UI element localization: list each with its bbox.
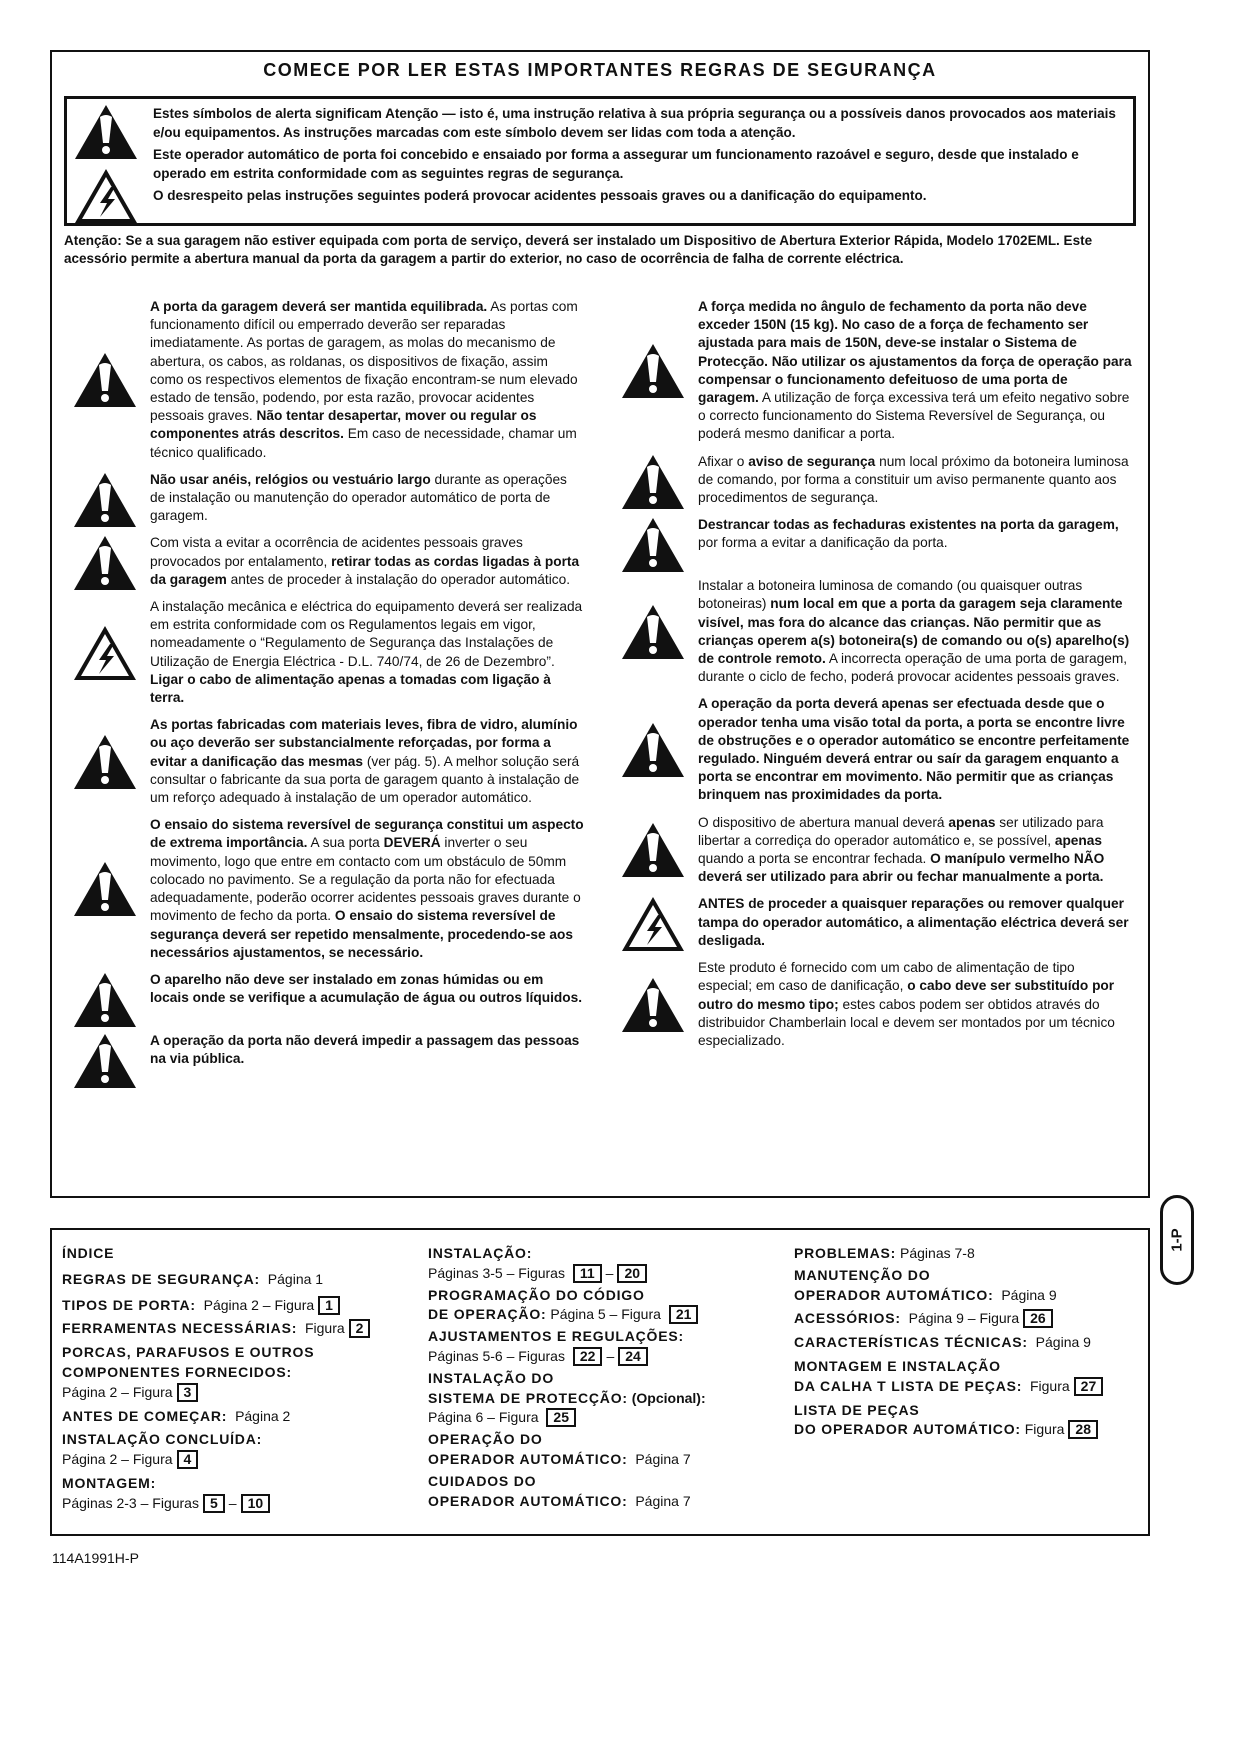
- safety-rule: [64, 971, 584, 1023]
- rule-text: Instalar a botoneira luminosa de comando (ou quaisquer outras botoneiras): [698, 578, 1083, 612]
- electric-warning-icon: [620, 895, 690, 955]
- safety-rule: [612, 959, 1132, 1050]
- warning-icon: [620, 516, 690, 576]
- safety-rule: [64, 1032, 584, 1084]
- figure-box: 24: [618, 1347, 648, 1366]
- rule-text: A sua porta: [307, 835, 384, 851]
- rule-text: Com vista a evitar a ocorrência de acidentes pessoais graves provocados por entalamento,: [150, 535, 523, 569]
- safety-rule: [612, 516, 1132, 568]
- toc-tipos: TIPOS DE PORTA:: [62, 1296, 196, 1313]
- rule-bold-text: aviso de segurança: [748, 453, 876, 469]
- warning-icon: [620, 821, 690, 881]
- rule-bold-text: retirar todas as cordas ligadas à porta da garagem: [150, 553, 580, 587]
- service-door-note: Atenção: Se a sua garagem não estiver equipada com porta de serviço, deverá ser instalado um Dispositivo de Abertura Exterior Rápida, Modelo 1702EML. Este acessório permite a abertura manual da porta da garagem a partir do exterior, no caso de ocorrência de falha de corrente eléctrica.: [64, 233, 1093, 266]
- figure-box: 11: [573, 1264, 602, 1283]
- rule-text: O dispositivo de abertura manual deverá: [698, 814, 949, 830]
- rule-bold-text: O ensaio do sistema reversível de segurança deverá ser repetido mensalmente, procedendo-se aos necessários ajustamentos, se necessário.: [150, 908, 573, 960]
- rule-bold-text: num local em que a porta da garagem seja claramente visível, mas fora do alcance das crianças. Não permitir que as crianças operem a(s) botoneira(s) de comando ou o(s) aparelho(s) de controle remoto.: [698, 596, 1130, 667]
- figure-box: 21: [669, 1305, 699, 1324]
- rule-bold-text: O ensaio do sistema reversível de segurança constitui um aspecto de extrema importância.: [150, 817, 584, 851]
- rule-bold-text: DEVERÁ: [383, 835, 441, 851]
- warning-icon: [620, 721, 690, 781]
- figure-box: 26: [1023, 1309, 1053, 1328]
- rule-bold-text: Não usar anéis, relógios ou vestuário largo: [150, 471, 431, 487]
- toc-manutencao: MANUTENÇÃO DO: [794, 1266, 931, 1283]
- page-number-tab: [1160, 1195, 1194, 1285]
- toc-protecao-2: SISTEMA DE PROTECÇÃO:: [428, 1389, 628, 1406]
- toc-operacao-2: OPERADOR AUTOMÁTICO:: [428, 1450, 628, 1467]
- figure-box: 3: [177, 1383, 199, 1402]
- toc-page: Página 2 – Figura: [62, 1383, 173, 1400]
- warning-icon: [620, 976, 690, 1036]
- toc-ajustamentos: AJUSTAMENTOS E REGULAÇÕES:: [428, 1328, 684, 1345]
- toc-page: Página 2 – Figura: [203, 1296, 315, 1313]
- rule-text: inverter o seu movimento, logo que entre em contacto com um obstáculo de 50mm colocado no pavimento. Se a regulação da porta não for efectuada adequadamente, poderão ocorrer acidentes pessoais graves durante o movimento de fecho da porta.: [150, 835, 581, 924]
- safety-rules-frame: [50, 50, 1150, 1198]
- toc-page: Páginas 3-5 – Figuras: [428, 1264, 565, 1281]
- warning-icon: [620, 342, 690, 402]
- toc-page: Página 9: [1001, 1286, 1057, 1303]
- safety-rule: [64, 816, 584, 962]
- rule-text: Em caso de necessidade, chamar um técnico qualificado.: [150, 426, 577, 460]
- electric-warning-icon: [72, 624, 142, 684]
- toc-cuidados: CUIDADOS DO: [428, 1472, 537, 1489]
- rule-text: por forma a evitar a danificação da porta.: [698, 535, 948, 551]
- toc-lista-2: DO OPERADOR AUTOMÁTICO:: [794, 1421, 1021, 1438]
- toc-instalacao-concluida: INSTALAÇÃO CONCLUÍDA:: [62, 1431, 263, 1448]
- figure-box: 4: [177, 1450, 199, 1469]
- alert-box: [64, 96, 1136, 226]
- alert-paragraph-2: Este operador automático de porta foi concebido e ensaiado por forma a assegurar um funcionamento razoável e seguro, desde que instalado e operado em estrita conformidade com as seguintes regras de segurança.: [153, 147, 1079, 181]
- safety-rule: [612, 814, 1132, 887]
- figure-box: 25: [546, 1408, 576, 1427]
- dash: –: [605, 1264, 614, 1281]
- warning-icon: [72, 733, 142, 793]
- toc-acessorios: ACESSÓRIOS:: [794, 1310, 901, 1327]
- toc-page: Figura: [1024, 1421, 1065, 1438]
- toc-column-1: [62, 1244, 382, 1516]
- toc-page: Página 7: [635, 1492, 691, 1509]
- rule-bold-text: A porta da garagem deverá ser mantida equilibrada.: [150, 299, 488, 314]
- toc-porcas-2: COMPONENTES FORNECIDOS:: [62, 1363, 292, 1380]
- rule-text: estes cabos podem ser obtidos através do distribuidor Chamberlain local e devem ser montados por um técnico especializado.: [698, 996, 1115, 1048]
- figure-box: 27: [1074, 1377, 1104, 1396]
- toc-page: Página 6 – Figura: [428, 1409, 539, 1426]
- dash: –: [228, 1494, 237, 1511]
- figure-box: 22: [573, 1347, 603, 1366]
- alert-text: [153, 105, 1123, 210]
- toc-calha-2: DA CALHA T LISTA DE PEÇAS:: [794, 1377, 1023, 1394]
- safety-rule: [612, 298, 1132, 444]
- page-number: 1-P: [1168, 1228, 1186, 1252]
- rule-text: ser utilizado para libertar a corrediça do operador automático e, se possível,: [698, 814, 1104, 848]
- toc-programacao: PROGRAMAÇÃO DO CÓDIGO: [428, 1286, 645, 1303]
- safety-rule: [612, 577, 1132, 686]
- safety-rule: [612, 695, 1132, 804]
- rule-bold-text: O manípulo vermelho NÃO deverá ser utilizado para abrir ou fechar manualmente a porta.: [698, 851, 1105, 885]
- figure-box: 20: [617, 1264, 647, 1283]
- rule-text: (ver pág. 5). A melhor solução será consultar o fabricante da sua porta de garagem quanto à instalação de um reforço adequado à instalação de um operador automático.: [150, 753, 580, 806]
- rule-bold-text: Não tentar desapertar, mover ou regular os componentes atrás descritos.: [150, 408, 537, 442]
- warning-icon: [73, 103, 143, 161]
- toc-page: Página 1: [267, 1270, 324, 1287]
- safety-rule: [64, 534, 584, 589]
- toc-optional: (Opcional):: [631, 1389, 706, 1406]
- rule-bold-text: A operação da porta não deverá impedir a passagem das pessoas na via pública.: [150, 1032, 580, 1067]
- alert-icons: [73, 103, 143, 225]
- toc-page: Páginas 7-8: [900, 1245, 975, 1261]
- rule-text: As portas com funcionamento difícil ou emperrado deverão ser reparadas imediatamente. As portas de garagem, as molas do mecanismo de abertura, os cabos, as roldanas, os dispositivos de fixação, assim como os respectivos elementos de fixação encontram-se num elevado estado de tensão, podendo, por esta razão, provocar acidentes pessoais graves.: [150, 299, 578, 424]
- safety-rule: [64, 716, 584, 807]
- warning-icon: [620, 603, 690, 663]
- rule-text: durante as operações de instalação ou manutenção do operador automático de porta de garagem.: [150, 471, 567, 524]
- warning-icon: [72, 471, 142, 531]
- warning-icon: [72, 534, 142, 594]
- toc-operacao: OPERAÇÃO DO: [428, 1431, 543, 1448]
- figure-box: 1: [318, 1296, 340, 1315]
- toc-column-2: [428, 1244, 758, 1513]
- toc-calha: MONTAGEM E INSTALAÇÃO: [794, 1357, 1001, 1374]
- rule-bold-text: O aparelho não deve ser instalado em zonas húmidas ou em locais onde se verifique a acumulação de água ou outros líquidos.: [150, 971, 583, 1006]
- warning-icon: [72, 1032, 142, 1092]
- rule-bold-text: Ligar o cabo de alimentação apenas a tomadas com ligação à terra.: [150, 671, 551, 706]
- toc-page: Página 9 – Figura: [908, 1310, 1020, 1327]
- warning-icon: [620, 453, 690, 513]
- toc-column-3: [794, 1244, 1139, 1442]
- rule-bold-text: ANTES de proceder a quaisquer reparações ou remover qualquer tampa do operador automático, a alimentação eléctrica deverá ser desligada.: [698, 896, 1129, 948]
- alert-paragraph-3: O desrespeito pelas instruções seguintes poderá provocar acidentes pessoais graves ou a danificação do equipamento.: [153, 188, 927, 203]
- toc-protecao: INSTALAÇÃO DO: [428, 1369, 555, 1386]
- toc-caracteristicas: CARACTERÍSTICAS TÉCNICAS:: [794, 1334, 1028, 1351]
- toc-programacao-2: DE OPERAÇÃO:: [428, 1306, 547, 1323]
- rule-text: A instalação mecânica e eléctrica do equipamento deverá ser realizada em estrita conformidade com os Regulamentos legais em vigor, nomeadamente o “Regulamento de Segurança das Instalações de Utilização de Energia Eléctrica - D.L. 740/74, de 26 de Dezembro”.: [150, 599, 583, 669]
- rule-bold-text: apenas: [948, 814, 996, 830]
- toc-ferramentas: FERRAMENTAS NECESSÁRIAS:: [62, 1320, 298, 1337]
- rule-bold-text: A força medida no ângulo de fechamento da porta não deve exceder 150N (15 kg). No caso de a força de fechamento ser ajustada para mais de 150N, deve-se instalar o Sistema de Protecção. Não utilizar os ajustamentos da força de operação para compensar o funcionamento defeituoso de uma porta de garagem.: [698, 299, 1132, 406]
- toc-regras: REGRAS DE SEGURANÇA:: [62, 1270, 261, 1287]
- safety-rule: [612, 895, 1132, 950]
- toc-problemas: PROBLEMAS:: [794, 1245, 897, 1261]
- warning-icon: [72, 351, 142, 411]
- safety-rule: [612, 453, 1132, 508]
- toc-manutencao-2: OPERADOR AUTOMÁTICO:: [794, 1286, 994, 1303]
- toc-page: Página 7: [635, 1450, 691, 1467]
- warning-icon: [72, 971, 142, 1031]
- alert-paragraph-1: Estes símbolos de alerta significam Atenção — isto é, uma instrução relativa à sua própria segurança ou a possíveis danos provocados aos materiais e/ou equipamentos. As instruções marcadas com este símbolo devem ser lidas com toda a atenção.: [153, 106, 1116, 140]
- page-title: COMECE POR LER ESTAS IMPORTANTES REGRAS DE SEGURANÇA: [263, 60, 937, 80]
- rule-text: A incorrecta operação de uma porta de garagem, durante o ciclo de fecho, poderá provocar acidentes pessoais graves.: [698, 651, 1128, 685]
- toc-lista: LISTA DE PEÇAS: [794, 1401, 920, 1418]
- toc-montagem: MONTAGEM:: [62, 1474, 157, 1491]
- toc-heading: ÍNDICE: [62, 1245, 115, 1261]
- toc-page: Página 2 – Figura: [62, 1451, 173, 1468]
- figure-box: 28: [1068, 1420, 1098, 1439]
- rule-text: quando a porta se encontrar fechada.: [698, 851, 931, 867]
- rules-right-column: [612, 298, 1132, 1059]
- warning-icon: [72, 860, 142, 920]
- toc-cuidados-2: OPERADOR AUTOMÁTICO:: [428, 1492, 628, 1509]
- toc-page: Páginas 2-3 – Figuras: [62, 1494, 199, 1511]
- rules-left-column: [64, 298, 584, 1093]
- toc-page: Páginas 5-6 – Figuras: [428, 1347, 565, 1364]
- toc-page: Página 9: [1035, 1334, 1091, 1351]
- rule-text: Afixar o: [698, 453, 749, 469]
- toc-page: Página 5 – Figura: [550, 1306, 661, 1323]
- rule-text: num local próximo da botoneira luminosa de comando, por forma a constituir um aviso permanente quanto aos procedimentos de segurança.: [698, 453, 1129, 506]
- figure-box: 2: [349, 1319, 371, 1338]
- toc-instalacao: INSTALAÇÃO:: [428, 1245, 533, 1261]
- rule-bold-text: Destrancar todas as fechaduras existentes na porta da garagem,: [698, 517, 1119, 533]
- figure-box: 10: [241, 1494, 271, 1513]
- electric-warning-icon: [73, 167, 143, 225]
- rule-text: antes de proceder à instalação do operador automático.: [226, 571, 571, 587]
- safety-rule: [64, 471, 584, 526]
- toc-page: Figura: [304, 1320, 345, 1337]
- dash: –: [606, 1347, 615, 1364]
- toc-antes: ANTES DE COMEÇAR:: [62, 1407, 228, 1424]
- rule-bold-text: A operação da porta deverá apenas ser efectuada desde que o operador tenha uma visão total da porta, a porta se encontre livre de obstruções e o operador automático se encontre perfeitamente regulado. Ninguém deverá entrar ou saír da garagem enquanto a porta se encontrar em movimento. Não permitir que as crianças brinquem nas proximidades da porta.: [698, 696, 1130, 803]
- safety-rule: [64, 598, 584, 707]
- toc-porcas: PORCAS, PARAFUSOS E OUTROS: [62, 1344, 315, 1361]
- safety-rule: [64, 298, 584, 462]
- rule-text: Este produto é fornecido com um cabo de alimentação de tipo especial; em caso de danificação,: [698, 960, 1075, 994]
- rule-bold-text: As portas fabricadas com materiais leves, fibra de vidro, alumínio ou aço deverão ser substancialmente reforçadas, por forma a evitar a danificação das mesmas: [150, 717, 578, 769]
- table-of-contents: [50, 1228, 1150, 1536]
- document-code: 114A1991H-P: [52, 1550, 139, 1566]
- figure-box: 5: [203, 1494, 225, 1513]
- rule-bold-text: o cabo deve ser substituído por outro do mesmo tipo;: [698, 978, 1115, 1012]
- rule-text: A utilização de força excessiva terá um efeito negativo sobre o correcto funcionamento do Sistema Reversível de Segurança, ou poderá mesmo danificar a porta.: [698, 390, 1130, 442]
- toc-page: Página 2: [235, 1407, 291, 1424]
- toc-page: Figura: [1029, 1377, 1070, 1394]
- rule-bold-text: apenas: [1054, 832, 1102, 848]
